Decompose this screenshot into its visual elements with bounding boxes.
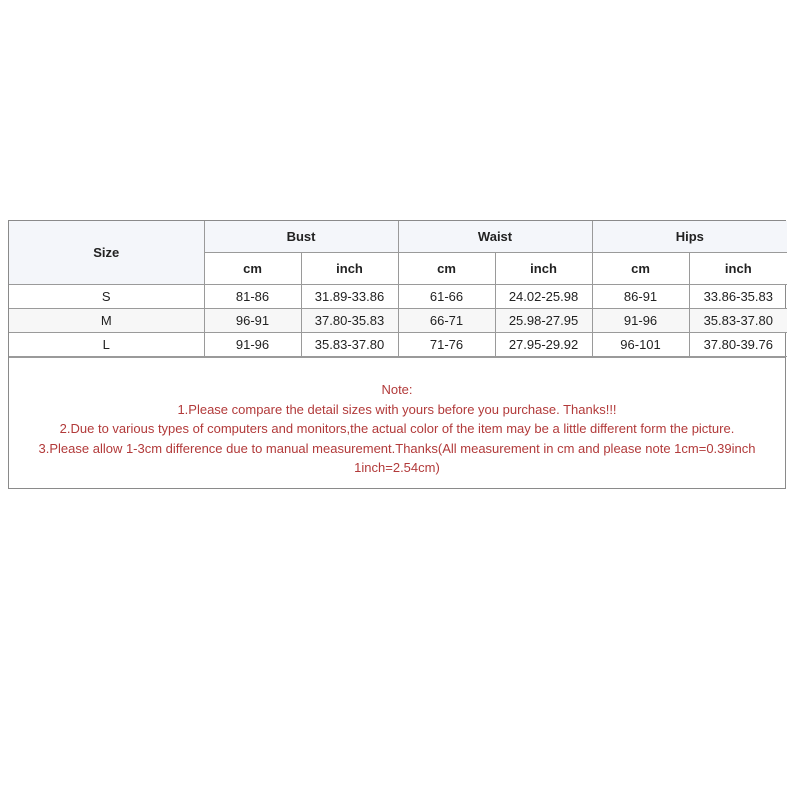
waist-header: Waist [398, 221, 592, 253]
size-chart [8, 220, 786, 489]
size-cell: L [9, 333, 204, 357]
table-cell: 25.98-27.95 [495, 309, 592, 333]
table-cell: 35.83-37.80 [689, 309, 787, 333]
table-cell: 96-91 [204, 309, 301, 333]
unit-header: cm [592, 253, 689, 285]
size-table [9, 221, 787, 357]
table-cell: 24.02-25.98 [495, 285, 592, 309]
table-row [9, 309, 787, 333]
size-cell: M [9, 309, 204, 333]
table-cell: 71-76 [398, 333, 495, 357]
table-cell: 81-86 [204, 285, 301, 309]
size-cell: S [9, 285, 204, 309]
table-cell: 27.95-29.92 [495, 333, 592, 357]
unit-header: cm [204, 253, 301, 285]
table-cell: 35.83-37.80 [301, 333, 398, 357]
table-cell: 31.89-33.86 [301, 285, 398, 309]
table-cell: 61-66 [398, 285, 495, 309]
size-column-header: Size [9, 221, 204, 285]
bust-header: Bust [204, 221, 398, 253]
note-line: 3.Please allow 1-3cm difference due to manual measurement.Thanks(All measurement in cm and please note 1cm=0.39inch [38, 440, 756, 456]
table-row [9, 285, 787, 309]
notes-section [9, 357, 785, 488]
table-cell: 37.80-35.83 [301, 309, 398, 333]
note-line: 1.Please compare the detail sizes with yours before you purchase. Thanks!!! [177, 401, 617, 417]
unit-header: inch [495, 253, 592, 285]
table-cell: 91-96 [204, 333, 301, 357]
table-row [9, 333, 787, 357]
table-cell: 86-91 [592, 285, 689, 309]
note-line: 1inch=2.54cm) [354, 460, 440, 475]
unit-header: inch [689, 253, 787, 285]
unit-header: cm [398, 253, 495, 285]
note-title: Note: [381, 382, 413, 397]
hips-header: Hips [592, 221, 787, 253]
group-header-row [9, 221, 787, 253]
table-cell: 96-101 [592, 333, 689, 357]
table-cell: 37.80-39.76 [689, 333, 787, 357]
table-cell: 66-71 [398, 309, 495, 333]
table-cell: 91-96 [592, 309, 689, 333]
unit-header: inch [301, 253, 398, 285]
note-line: 2.Due to various types of computers and monitors,the actual color of the item may be a little different form the picture. [59, 421, 735, 436]
table-cell: 33.86-35.83 [689, 285, 787, 309]
